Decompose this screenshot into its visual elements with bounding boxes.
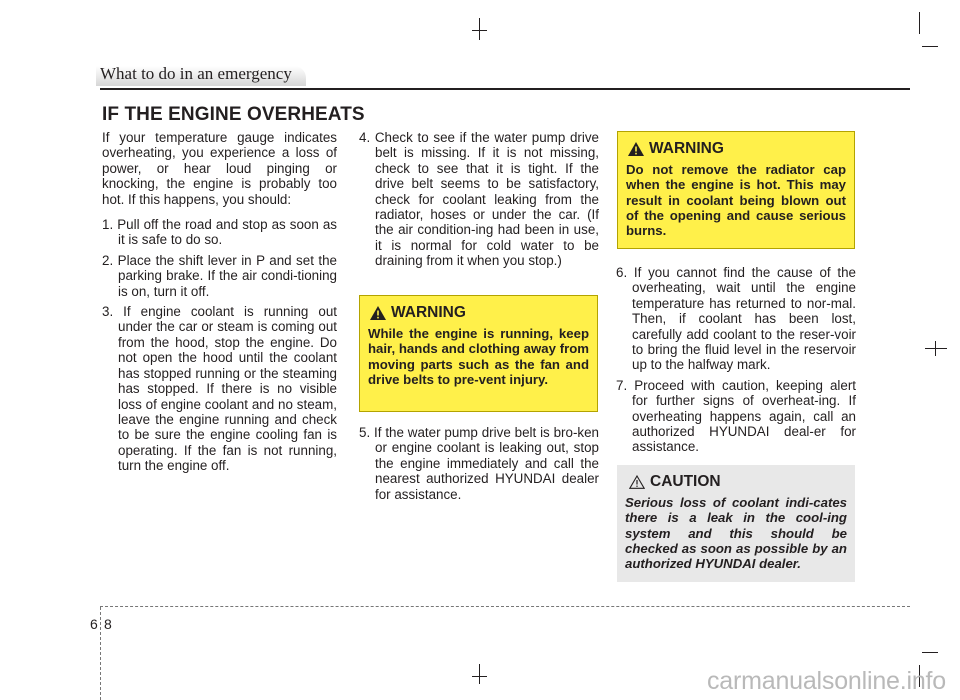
crop-mark-bottom-center-v bbox=[479, 664, 480, 684]
warning-triangle-icon bbox=[370, 306, 386, 320]
caution-heading bbox=[625, 473, 847, 491]
warning-body-text: Do not remove the radiator cap when the engine is hot. This may result in coolant being blown out of the opening and cause serious burns. bbox=[626, 162, 846, 239]
step-7: 7. Proceed with caution, keeping alert for further signs of overheat-ing. If overheating happens again, call an authorized HYUNDAI deal-er for assistance. bbox=[616, 377, 856, 455]
column-3 bbox=[616, 265, 856, 455]
step-5: 5. If the water pump drive belt is bro-ken or engine coolant is leaking out, stop the engine immediately and call the nearest authorized HYUNDAI dealer for assistance. bbox=[359, 425, 599, 502]
column-2-lower bbox=[359, 425, 599, 502]
warning-heading bbox=[626, 140, 846, 158]
crop-mark-bottom-center-h bbox=[472, 676, 487, 677]
intro-paragraph: If your temperature gauge indicates overheating, you experience a loss of power, or hear loud pinging or knocking, the engine is probably too hot. If this happens, you should: bbox=[102, 130, 337, 207]
warning-body-text: While the engine is running, keep hair, hands and clothing away from moving parts such as the fan and drive belts to pre-vent injury. bbox=[368, 326, 589, 387]
warning-box-radiator-cap bbox=[617, 131, 855, 249]
step-6: 6. If you cannot find the cause of the overheating, wait until the engine temperature has returned to nor-mal. Then, if coolant has been lost, carefully add coolant to the reser-voir to bring the fluid level in the reservoir up to the halfway mark. bbox=[616, 265, 856, 373]
footer-dashed-rule bbox=[100, 606, 910, 607]
warning-box-moving-parts bbox=[359, 295, 598, 412]
column-1 bbox=[102, 130, 337, 474]
warning-heading-text: WARNING bbox=[649, 140, 724, 157]
crop-mark-right-middle-h bbox=[925, 348, 947, 349]
step-3: 3. If engine coolant is running out under the car or steam is coming out from the hood, stop the engine. Do not open the hood until the coolant has stopped running or the steaming has stopped. If there is no visible loss of engine coolant and no steam, leave the engine running and check to be sure the engine cooling fan is operating. If the fan is not running, turn the engine off. bbox=[102, 304, 337, 474]
crop-mark-bottom-right-h bbox=[922, 652, 938, 653]
watermark: carmanualsonline.info bbox=[706, 667, 946, 695]
caution-box-coolant-leak bbox=[617, 465, 855, 582]
caution-triangle-icon bbox=[629, 475, 645, 489]
header-rule bbox=[100, 88, 910, 90]
crop-mark-top-center-v bbox=[479, 18, 480, 40]
step-2: 2. Place the shift lever in P and set the parking brake. If the air condi-tioning is on, turn it off. bbox=[102, 252, 337, 299]
step-4: 4. Check to see if the water pump drive belt is missing. If it is not missing, check to see that it is tight. If the drive belt seems to be satisfactory, check for coolant leaking from the radiator, hoses or under the car. (If the air condition-ing had been in use, it is normal for cold water to be draining from it when you stop.) bbox=[359, 130, 599, 269]
crop-mark-right-middle-v bbox=[935, 341, 936, 356]
header-section-label: What to do in an emergency bbox=[100, 64, 292, 83]
caution-heading-text: CAUTION bbox=[650, 473, 721, 490]
page-number: 8 bbox=[104, 616, 112, 632]
step-1: 1. Pull off the road and stop as soon as it is safe to do so. bbox=[102, 217, 337, 248]
caution-body-text: Serious loss of coolant indi-cates there is a leak in the cool-ing system and this should be checked as soon as possible by an authorized HYUNDAI dealer. bbox=[625, 495, 847, 572]
warning-heading bbox=[368, 304, 589, 322]
warning-triangle-icon bbox=[628, 142, 644, 156]
warning-heading-text: WARNING bbox=[391, 304, 466, 321]
crop-mark-top-right-h bbox=[922, 46, 938, 47]
crop-mark-top-center-h bbox=[472, 30, 487, 31]
chapter-number: 6 bbox=[90, 616, 98, 632]
section-title: IF THE ENGINE OVERHEATS bbox=[102, 104, 365, 125]
footer-dashed-vertical bbox=[100, 607, 101, 700]
column-2 bbox=[359, 130, 599, 269]
crop-mark-top-right-v bbox=[919, 12, 920, 34]
